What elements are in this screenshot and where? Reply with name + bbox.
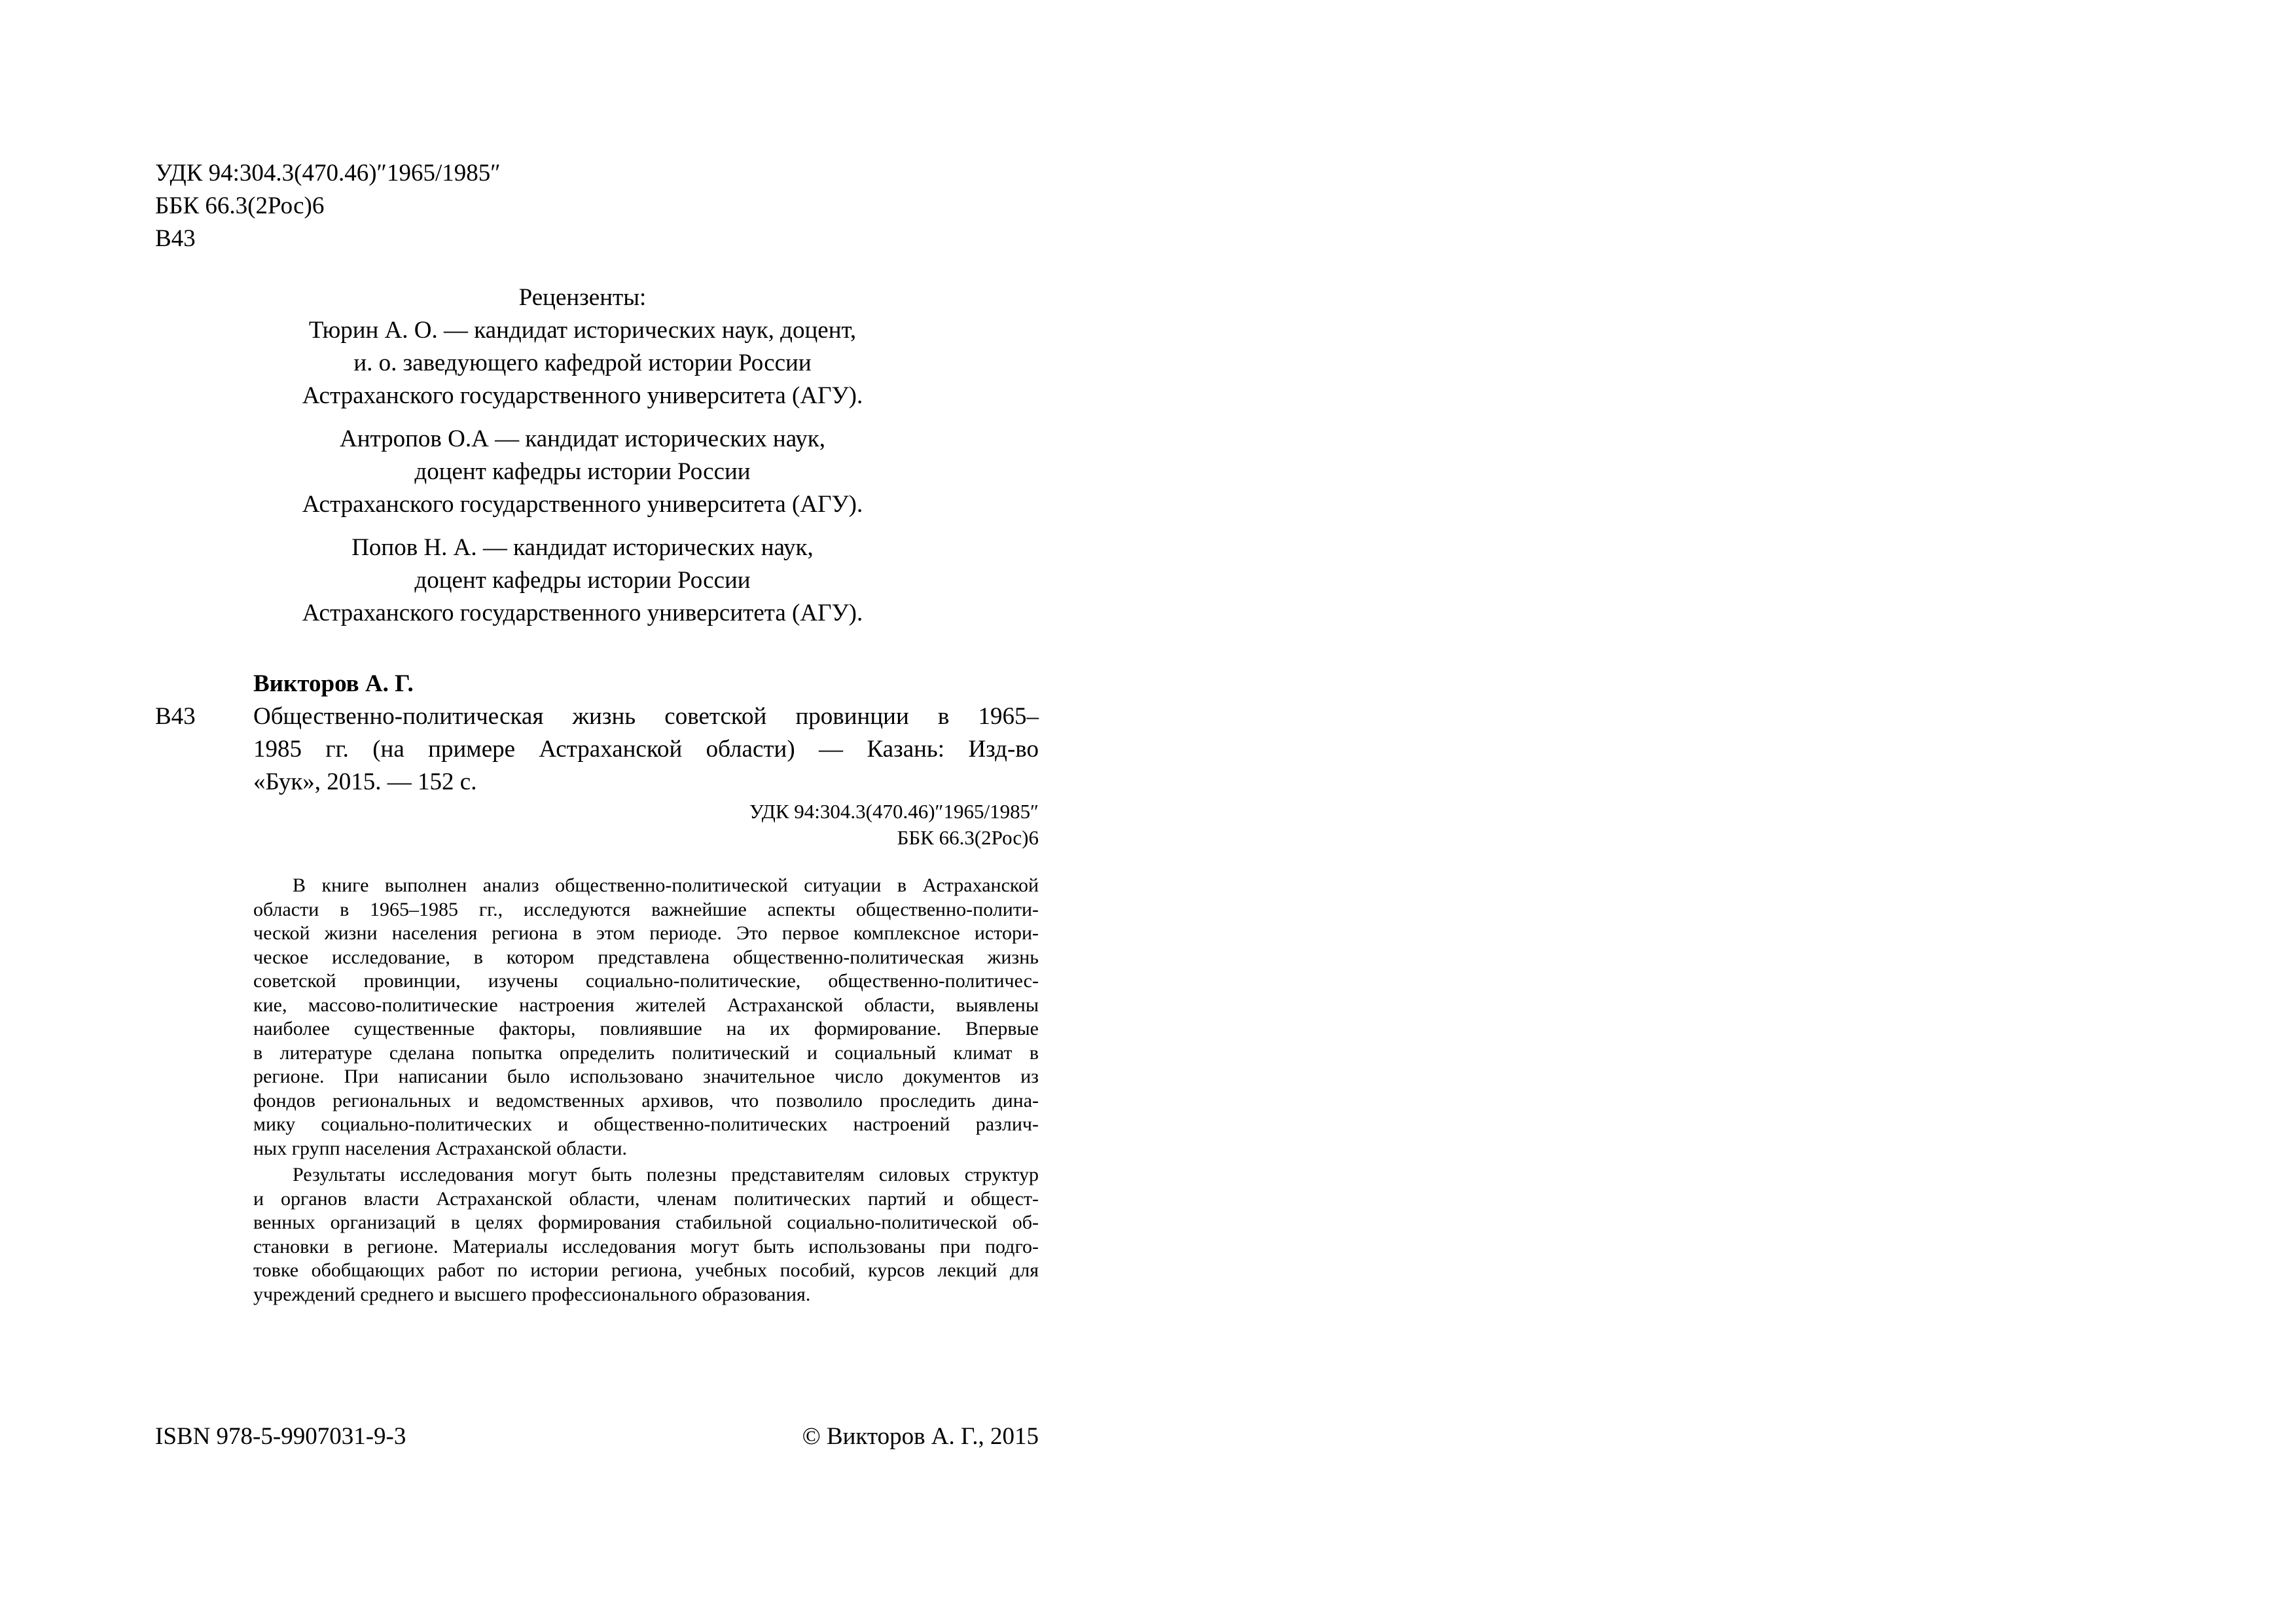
isbn: ISBN 978-5-9907031-9-3	[155, 1423, 406, 1450]
reviewer-line: Астраханского государственного университета (АГУ).	[302, 382, 863, 409]
abstract-line: ческой жизни населения региона в этом периоде. Это первое комплексное истори-	[253, 922, 1039, 944]
reviewer-line: Антропов О.А — кандидат исторических наук,	[339, 425, 825, 452]
record-code: В43	[155, 703, 196, 730]
abstract-line: кие, массово-политические настроения жителей Астраханской области, выявлены	[253, 994, 1039, 1016]
reviewer-entry	[236, 423, 929, 521]
abstract-block	[253, 874, 1039, 1307]
reviewer-line: доцент кафедры истории России	[414, 567, 751, 594]
copyright-notice: © Викторов А. Г., 2015	[802, 1423, 1039, 1450]
abstract-line: В книге выполнен анализ общественно-политической ситуации в Астраханской	[293, 875, 1039, 896]
abstract-line: советской провинции, изучены социально-политические, общественно-политичес-	[253, 970, 1039, 992]
title-line: 1985 гг. (на примере Астраханской области) — Казань: Изд-во	[253, 736, 1039, 763]
abstract-line: товке обобщающих работ по истории региона, учебных пособий, курсов лекций для	[253, 1259, 1039, 1281]
reviewers-block	[236, 281, 929, 630]
reviewer-line: и. о. заведующего кафедрой истории России	[353, 350, 812, 376]
abstract-line: ных групп населения Астраханской области.	[253, 1137, 627, 1159]
reviewer-line: доцент кафедры истории России	[414, 458, 751, 485]
abstract-line: в литературе сделана попытка определить политический и социальный климат в	[253, 1041, 1039, 1064]
classification-block	[155, 157, 501, 255]
abstract-line: учреждений среднего и высшего профессионального образования.	[253, 1283, 811, 1305]
abstract-line: регионе. При написании было использовано значительное число документов из	[253, 1066, 1039, 1087]
title-line: Общественно-политическая жизнь советской провинции в 1965–	[253, 703, 1039, 730]
book-title	[253, 700, 1039, 799]
bbk-code: ББК 66.3(2Рос)6	[155, 192, 325, 219]
abstract-line: и органов власти Астраханской области, членам политических партий и общест-	[253, 1187, 1039, 1210]
author-name: Викторов А. Г.	[253, 670, 414, 697]
reviewer-line: Астраханского государственного университета (АГУ).	[302, 491, 863, 518]
reviewer-line: Астраханского государственного университета (АГУ).	[302, 600, 863, 626]
reviewer-entry	[236, 532, 929, 630]
abstract-line: наиболее существенные факторы, повлиявшие на их формирование. Впервые	[253, 1018, 1039, 1039]
abstract-line: мику социально-политических и общественно-политических настроений различ-	[253, 1113, 1039, 1135]
abstract-line: Результаты исследования могут быть полезны представителям силовых структур	[293, 1164, 1039, 1185]
reviewers-heading: Рецензенты:	[518, 284, 647, 311]
reviewer-line: Тюрин А. О. — кандидат исторических наук, доцент,	[308, 317, 857, 344]
abstract-line: области в 1965–1985 гг., исследуются важнейшие аспекты общественно-полити-	[253, 898, 1039, 920]
udk-code: УДК 94:304.3(470.46)″1965/1985″	[155, 160, 501, 187]
reviewer-line: Попов Н. А. — кандидат исторических наук,	[351, 534, 814, 561]
reviewer-entry	[236, 314, 929, 412]
record-bbk: ББК 66.3(2Рос)6	[897, 826, 1039, 849]
author-mark: В43	[155, 225, 196, 252]
record-udk: УДК 94:304.3(470.46)″1965/1985″	[749, 800, 1039, 823]
abstract-line: фондов региональных и ведомственных архивов, что позволило проследить дина-	[253, 1089, 1039, 1111]
abstract-line: становки в регионе. Материалы исследования могут быть использованы при подго-	[253, 1235, 1039, 1257]
abstract-line: ческое исследование, в котором представлена общественно-политическая жизнь	[253, 946, 1039, 968]
record-classification	[749, 799, 1039, 851]
abstract-line: венных организаций в целях формирования стабильной социально-политической об-	[253, 1212, 1039, 1233]
title-line: «Бук», 2015. — 152 с.	[253, 768, 477, 795]
